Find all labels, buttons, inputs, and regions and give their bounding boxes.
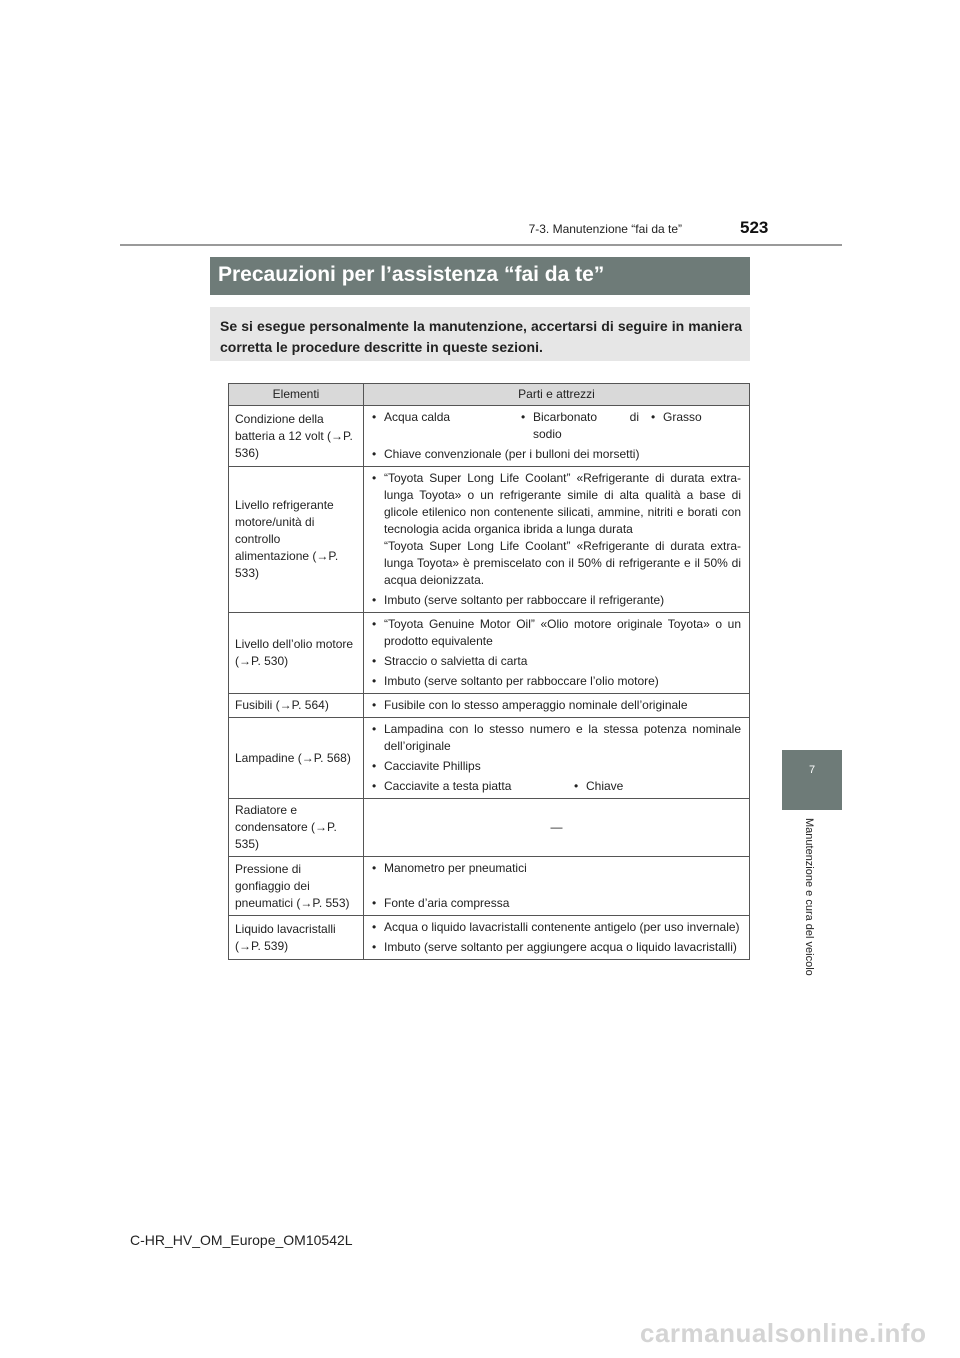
table-row xyxy=(229,799,750,857)
intro-text: Se si esegue personalmente la manutenzione, accertarsi di seguire in maniera corretta le procedure descritte in queste sezioni. xyxy=(220,318,742,355)
item-cell: Livello dell’olio motore (→P. 530) xyxy=(229,613,364,694)
list-item: • Acqua o liquido lavacristalli contenente antigelo (per uso invernale) xyxy=(372,919,741,936)
list-item: • Cacciavite a testa piatta xyxy=(372,778,562,795)
title-band xyxy=(210,257,750,295)
list-item: • Manometro per pneumatici xyxy=(372,860,741,877)
column-header-items: Elementi xyxy=(229,384,364,406)
table-row xyxy=(229,694,750,718)
inline-bullets xyxy=(372,409,741,443)
empty-dash: — xyxy=(550,820,563,834)
item-cell: Radiatore e condensatore (→P. 535) xyxy=(229,799,364,857)
list-item: • “Toyota Genuine Motor Oil” «Olio motore originale Toyota» o un prodotto equivalente xyxy=(372,616,741,650)
list-item: • Acqua calda xyxy=(372,409,509,426)
list-item: • Grasso xyxy=(651,409,702,426)
item-cell: Pressione di gonfiaggio dei pneumatici (→P. 553) xyxy=(229,857,364,916)
column-header-parts: Parti e attrezzi xyxy=(364,384,750,406)
table-row xyxy=(229,467,750,613)
parts-cell xyxy=(364,406,750,467)
list-item: • Chiave xyxy=(574,778,623,795)
list-item: • Imbuto (serve soltanto per aggiungere acqua o liquido lavacristalli) xyxy=(372,939,741,956)
list-item: • Chiave convenzionale (per i bulloni dei morsetti) xyxy=(372,446,741,463)
list-item: • Imbuto (serve soltanto per rabboccare l’olio motore) xyxy=(372,673,741,690)
list-item: • Imbuto (serve soltanto per rabboccare il refrigerante) xyxy=(372,592,741,609)
parts-cell xyxy=(364,467,750,613)
item-cell: Lampadine (→P. 568) xyxy=(229,718,364,799)
intro-box xyxy=(210,307,750,361)
parts-cell xyxy=(364,718,750,799)
table-row xyxy=(229,857,750,916)
chapter-label: Manutenzione e cura del veicolo xyxy=(803,818,815,976)
list-item: • Lampadina con lo stesso numero e la stessa potenza nominale dell’originale xyxy=(372,721,741,755)
list-item-note: “Toyota Super Long Life Coolant” «Refrigerante di durata extra-lunga Toyota» è premiscelato con il 50% di refrigerante e il 50% di acqua deionizzata. xyxy=(384,539,741,587)
parts-cell xyxy=(364,857,750,916)
page-number: 523 xyxy=(740,218,769,237)
footer-code: C-HR_HV_OM_Europe_OM10542L xyxy=(130,1232,353,1248)
header-divider xyxy=(120,244,842,246)
parts-cell xyxy=(364,799,750,857)
inline-bullets xyxy=(372,778,741,795)
chapter-number: 7 xyxy=(808,764,816,776)
table-row xyxy=(229,916,750,960)
watermark: carmanualsonline.info xyxy=(640,1318,927,1348)
table-row xyxy=(229,718,750,799)
item-cell: Livello refrigerante motore/unità di controllo alimentazione (→P. 533) xyxy=(229,467,364,613)
list-item: • Bicarbonato di sodio xyxy=(521,409,639,443)
parts-cell xyxy=(364,613,750,694)
list-item: • Straccio o salvietta di carta xyxy=(372,653,741,670)
page-title: Precauzioni per l’assistenza “fai da te” xyxy=(218,263,605,286)
table-row xyxy=(229,406,750,467)
parts-table xyxy=(228,383,750,960)
chapter-tab xyxy=(782,750,842,810)
list-item: • Fonte d’aria compressa xyxy=(372,895,741,912)
list-item: • Cacciavite Phillips xyxy=(372,758,741,775)
table-row xyxy=(229,613,750,694)
item-cell: Liquido lavacristalli (→P. 539) xyxy=(229,916,364,960)
list-item-text: • “Toyota Super Long Life Coolant” «Refrigerante di durata extra-lunga Toyota» o un refrigerante simile di alta qualità a base di glicole etilenico non contenente silicati, ammine, nitriti e borati con tecnologia acida organica ibrida a lunga durata xyxy=(384,471,741,536)
section-heading: 7-3. Manutenzione “fai da te” xyxy=(528,222,682,236)
table-header-row xyxy=(229,384,750,406)
list-item: • Fusibile con lo stesso amperaggio nominale dell’originale xyxy=(372,697,741,714)
list-item xyxy=(372,470,741,589)
parts-cell xyxy=(364,694,750,718)
item-cell: Fusibili (→P. 564) xyxy=(229,694,364,718)
parts-cell xyxy=(364,916,750,960)
item-cell: Condizione della batteria a 12 volt (→P. 536) xyxy=(229,406,364,467)
